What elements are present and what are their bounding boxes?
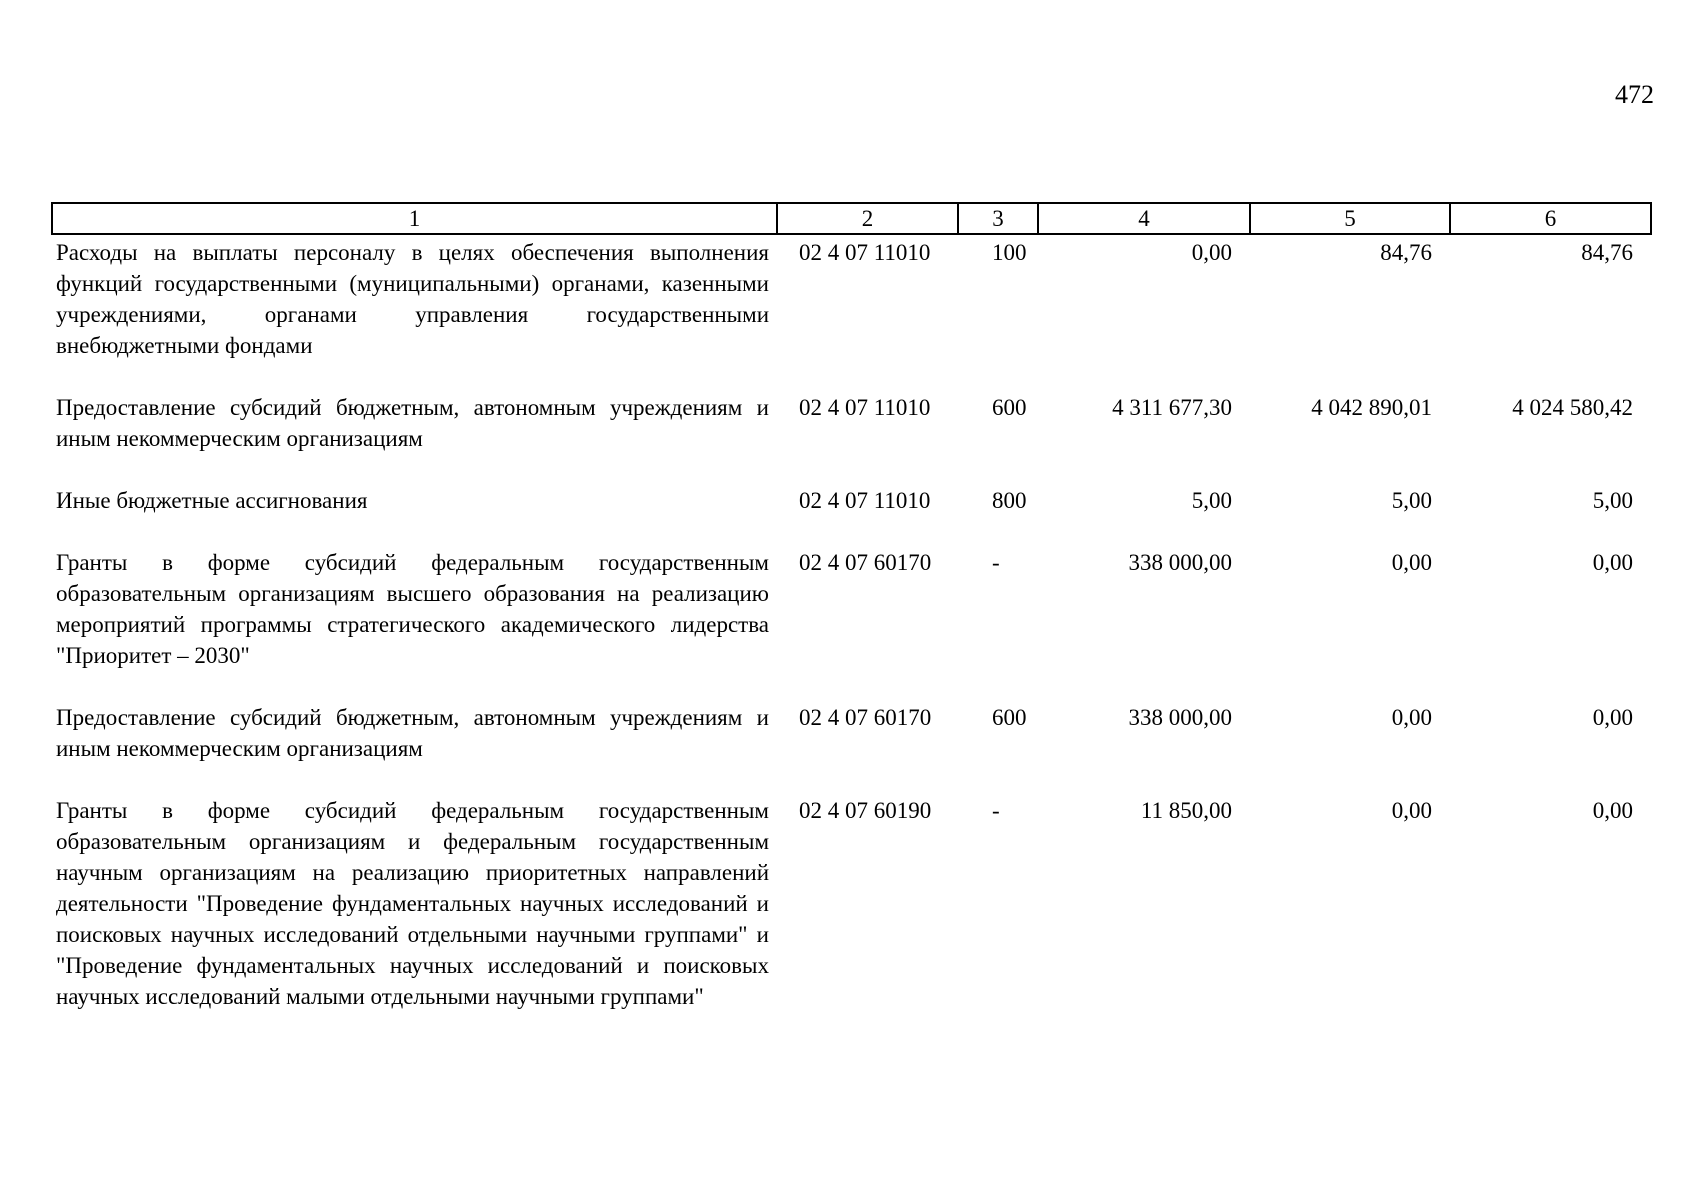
row-value-6: 0,00 [1592, 798, 1633, 823]
row-description: Иные бюджетные ассигнования [56, 488, 368, 513]
row-value-5: 0,00 [1391, 798, 1432, 823]
row-code: 02 4 07 60190 [799, 798, 932, 823]
row-value-6: 4 024 580,42 [1512, 395, 1633, 420]
budget-table [51, 202, 1652, 1012]
row-expense-type: - [992, 550, 1000, 575]
table-row [52, 795, 1651, 1012]
row-value-4: 338 000,00 [1128, 705, 1232, 730]
column-header-4: 4 [1038, 203, 1250, 234]
column-header-2: 2 [777, 203, 958, 234]
table-row [52, 702, 1651, 795]
column-header-5: 5 [1250, 203, 1450, 234]
row-code: 02 4 07 60170 [799, 705, 932, 730]
row-value-5: 5,00 [1391, 488, 1432, 513]
row-value-5: 0,00 [1391, 550, 1432, 575]
row-value-5: 84,76 [1380, 240, 1432, 265]
row-value-6: 0,00 [1592, 550, 1633, 575]
row-value-6: 0,00 [1592, 705, 1633, 730]
row-description: Предоставление субсидий бюджетным, автономным учреждениям и иным некоммерческим организациям [56, 705, 769, 761]
row-expense-type: - [992, 798, 1000, 823]
row-value-5: 4 042 890,01 [1311, 395, 1432, 420]
row-code: 02 4 07 11010 [799, 488, 931, 513]
row-code: 02 4 07 60170 [799, 550, 932, 575]
row-description: Расходы на выплаты персоналу в целях обеспечения выполнения функций государственными (муниципальными) органами, казенными учреждениями, органами управления государственными внебюджетными фондами [56, 240, 769, 358]
row-description: Предоставление субсидий бюджетным, автономным учреждениям и иным некоммерческим организациям [56, 395, 769, 451]
column-header-1: 1 [52, 203, 777, 234]
row-value-4: 11 850,00 [1140, 798, 1232, 823]
column-header-6: 6 [1450, 203, 1651, 234]
row-code: 02 4 07 11010 [799, 240, 931, 265]
row-expense-type: 800 [992, 488, 1027, 513]
row-description: Гранты в форме субсидий федеральным государственным образовательным организациям и федеральным государственным научным организациям на реализацию приоритетных направлений деятельности "Проведение фундаментальных научных исследований и поисковых научных исследований отдельными научными группами" и "Проведение фундаментальных научных исследований и поисковых научных исследований малыми отдельными научными группами" [56, 798, 769, 1009]
row-code: 02 4 07 11010 [799, 395, 931, 420]
table-row [52, 392, 1651, 485]
column-header-3: 3 [958, 203, 1038, 234]
row-expense-type: 600 [992, 395, 1027, 420]
row-expense-type: 600 [992, 705, 1027, 730]
row-value-4: 5,00 [1191, 488, 1232, 513]
row-value-4: 4 311 677,30 [1112, 395, 1232, 420]
page-number: 472 [1615, 80, 1654, 109]
row-value-4: 0,00 [1191, 240, 1232, 265]
table-row [52, 547, 1651, 702]
row-description: Гранты в форме субсидий федеральным государственным образовательным организациям высшего образования на реализацию мероприятий программы стратегического академического лидерства "Приоритет – 2030" [56, 550, 769, 668]
table-row [52, 234, 1651, 392]
row-value-6: 5,00 [1592, 488, 1633, 513]
table-row [52, 485, 1651, 547]
header-row [52, 203, 1651, 234]
row-expense-type: 100 [992, 240, 1027, 265]
row-value-6: 84,76 [1581, 240, 1633, 265]
row-value-4: 338 000,00 [1128, 550, 1232, 575]
row-value-5: 0,00 [1391, 705, 1432, 730]
